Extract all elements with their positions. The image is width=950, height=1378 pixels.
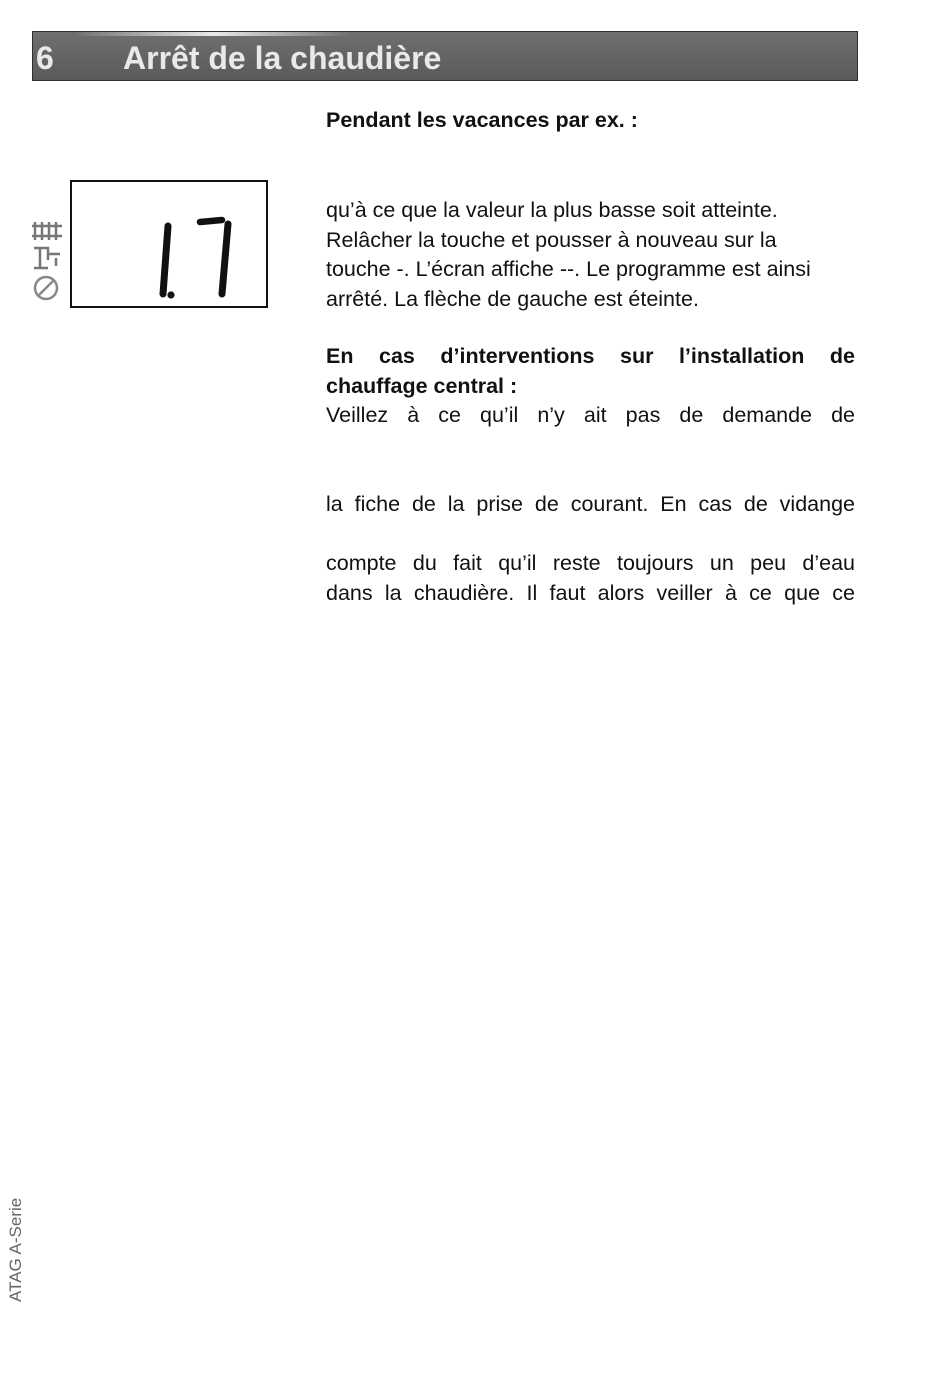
- paragraph-no-demand: Veillez à ce qu’il n’y ait pas de demande de: [326, 403, 855, 427]
- pump-icon: [35, 277, 57, 299]
- text-line: Relâcher la touche et pousser à nouveau sur la: [326, 227, 777, 252]
- radiator-icon: [32, 222, 62, 240]
- paragraph-power-plug: la fiche de la prise de courant. En cas de vidange: [326, 492, 855, 516]
- text-line: compte du fait qu’il reste toujours un peu d’eau: [326, 551, 855, 575]
- heading-vacation: Pendant les vacances par ex. :: [326, 108, 638, 132]
- section-title: Arrêt de la chaudière: [123, 40, 442, 76]
- text-line: arrêté. La flèche de gauche est éteinte.: [326, 286, 699, 311]
- lcd-digits: [72, 182, 266, 306]
- text-line: qu’à ce que la valeur la plus basse soit atteinte.: [326, 198, 778, 222]
- section-number: 6: [36, 40, 54, 76]
- text-line: En cas d’interventions sur l’installation de: [326, 344, 855, 368]
- heading-interventions: [326, 342, 855, 401]
- paragraph-remaining-water: [326, 549, 855, 608]
- lcd-display: [70, 180, 268, 308]
- text-line: dans la chaudière. Il faut alors veiller à ce que ce: [326, 580, 855, 605]
- footer-series-label: ATAG A-Serie: [6, 1197, 25, 1302]
- boiler-mode-icons: [30, 218, 66, 304]
- section-header: [32, 31, 858, 81]
- tap-icon: [34, 248, 60, 268]
- text-line: chauffage central :: [326, 373, 518, 398]
- paragraph-lowest-value: [326, 196, 855, 314]
- text-line: touche -. L’écran affiche --. Le programme est ainsi: [326, 257, 811, 281]
